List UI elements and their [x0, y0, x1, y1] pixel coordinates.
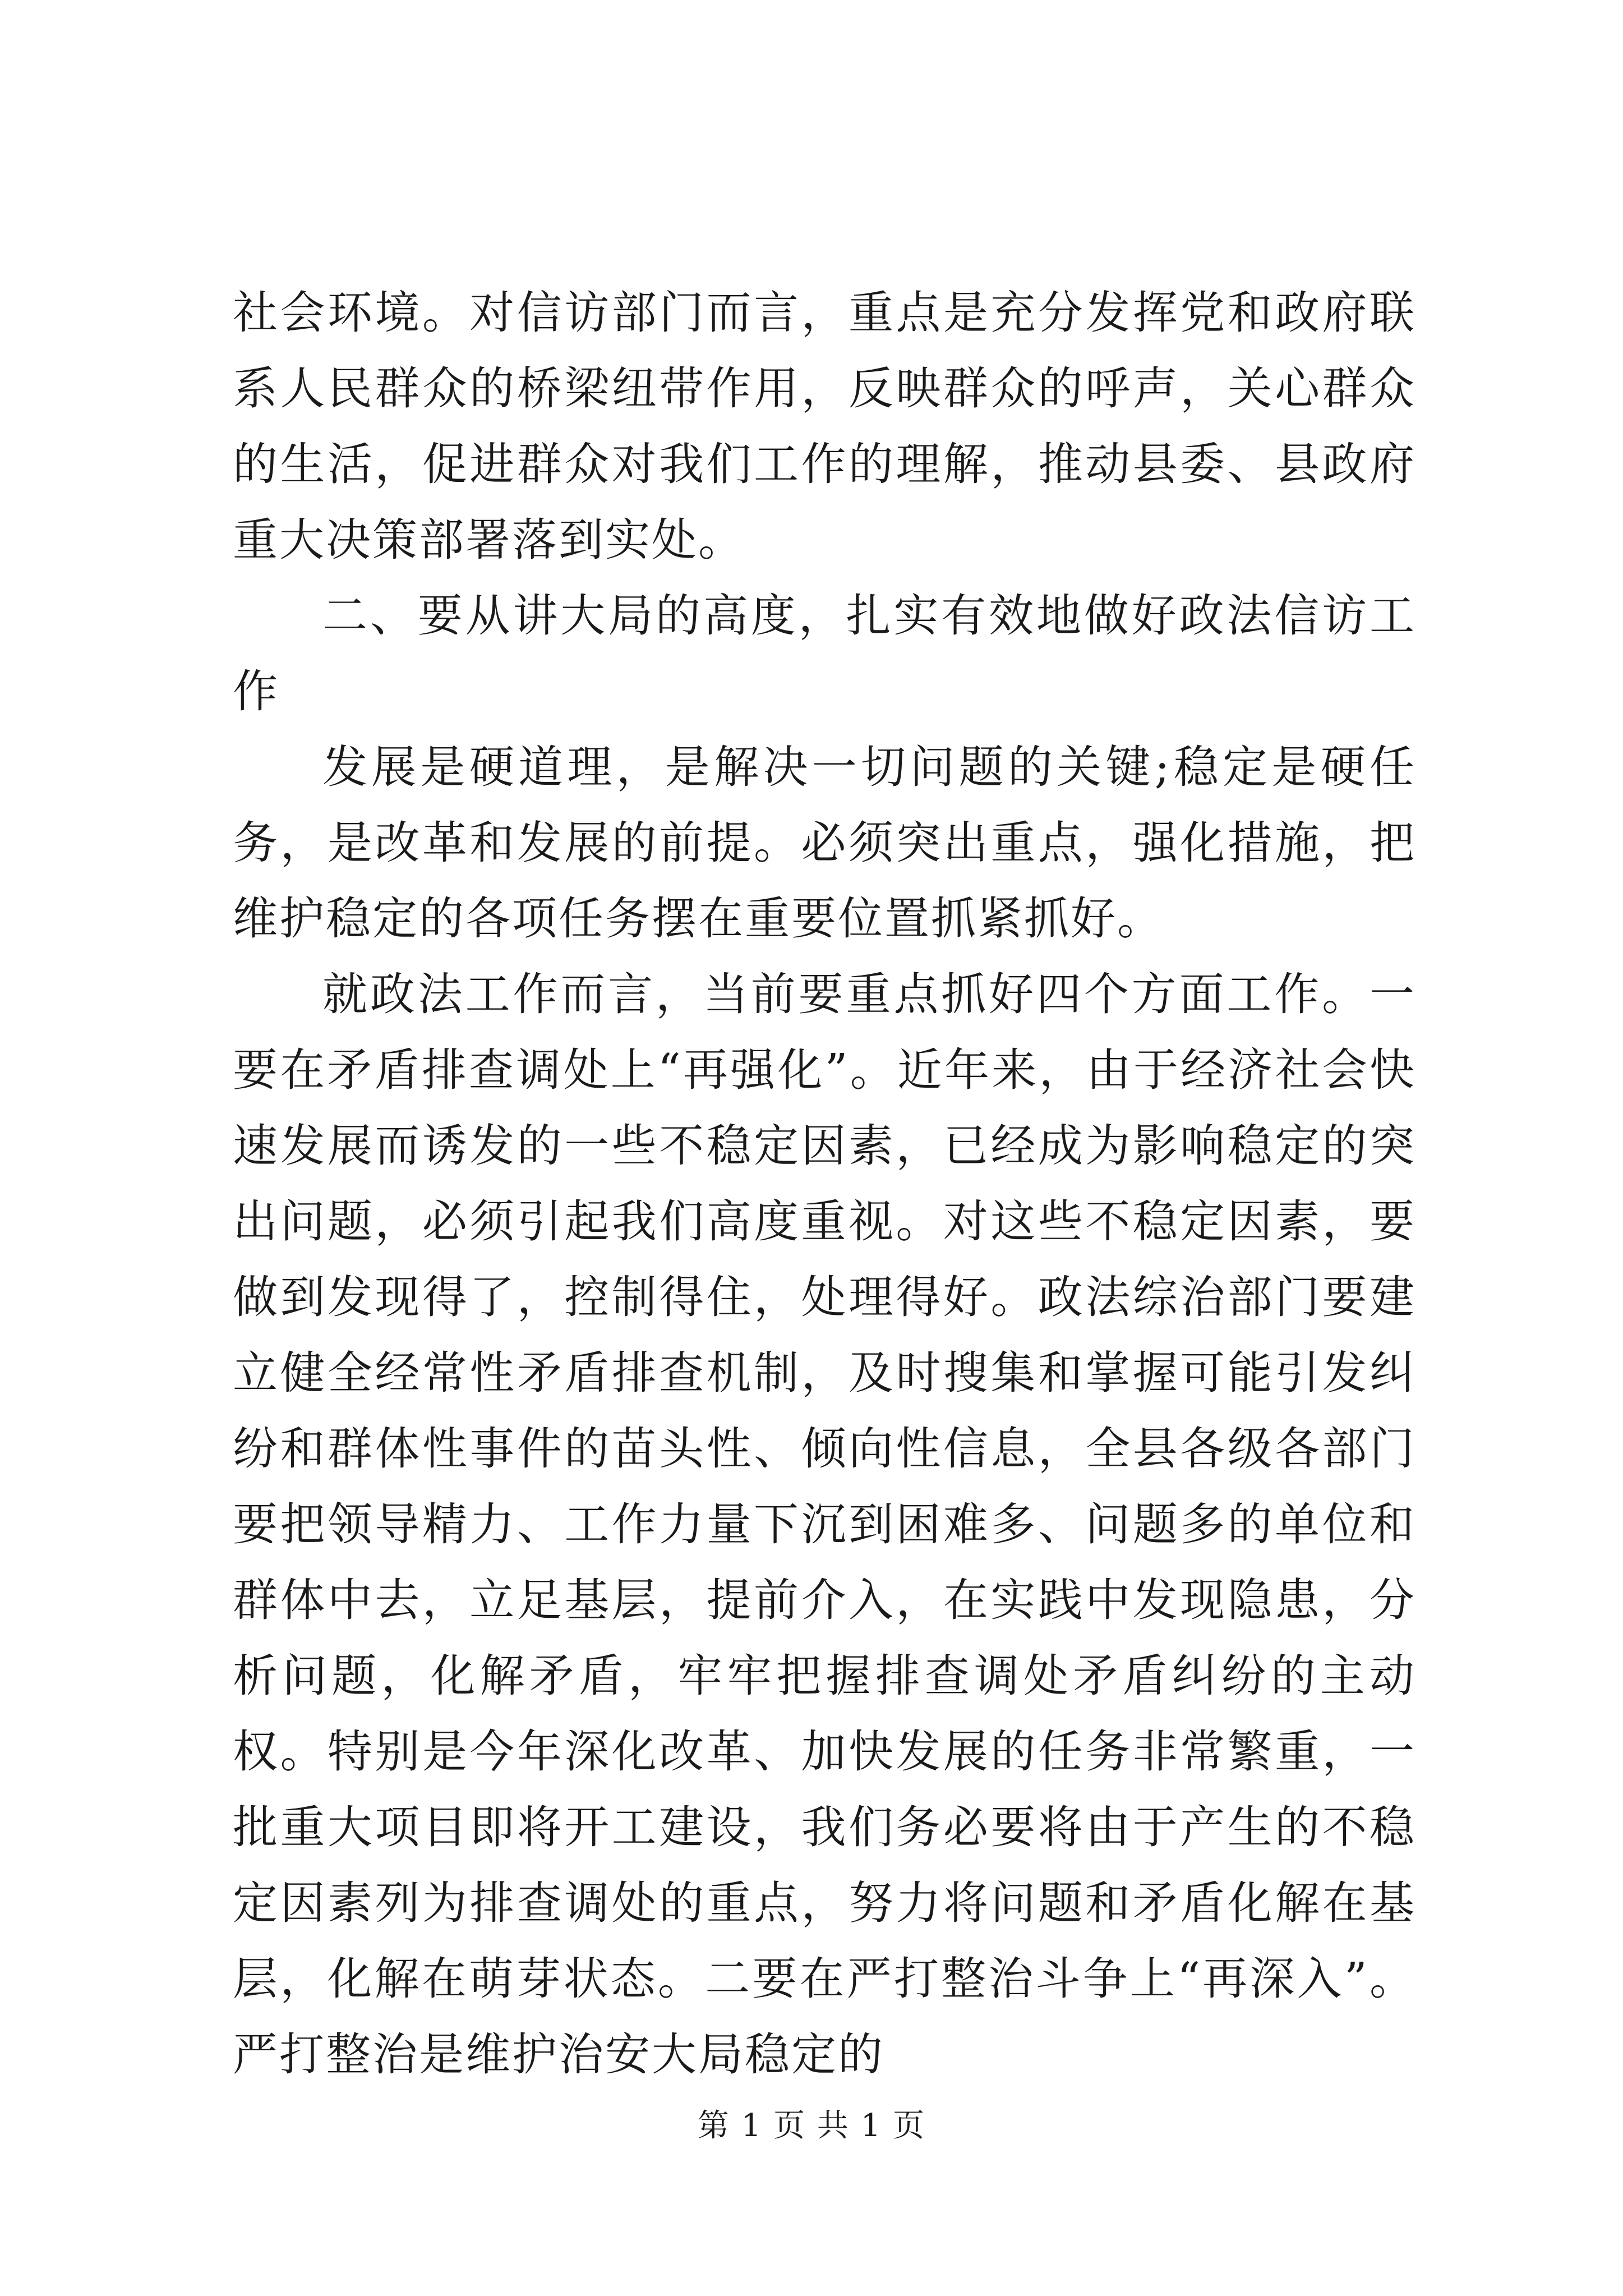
page-footer: 第 1 页 共 1 页: [697, 2108, 926, 2144]
paragraph-social-environment: 社会环境。对信访部门而言，重点是充分发挥党和政府联系人民群众的桥梁纽带作用，反映群众的呼声，关心群众的生活，促进群众对我们工作的理解，推动县委、县政府重大决策部署落到实处。: [233, 287, 1416, 566]
document-body: [233, 275, 1416, 2092]
section-heading-two: 二、要从讲大局的高度，扎实有效地做好政法信访工作: [233, 590, 1416, 717]
paragraph-political-legal-work: 就政法工作而言，当前要重点抓好四个方面工作。一要在矛盾排查调处上“再强化”。近年来，由于经济社会快速发展而诱发的一些不稳定因素，已经成为影响稳定的突出问题，必须引起我们高度重视。对这些不稳定因素，要做到发现得了，控制得住，处理得好。政法综治部门要建立健全经常性矛盾排查机制，及时搜集和掌握可能引发纠纷和群体性事件的苗头性、倾向性信息，全县各级各部门要把领导精力、工作力量下沉到困难多、问题多的单位和群体中去，立足基层，提前介入，在实践中发现隐患，分析问题，化解矛盾，牢牢把握排查调处矛盾纠纷的主动权。特别是今年深化改革、加快发展的任务非常繁重，一批重大项目即将开工建设，我们务必要将由于产生的不稳定因素列为排查调处的重点，努力将问题和矛盾化解在基层，化解在萌芽状态。二要在严打整治斗争上“再深入”。严打整治是维护治安大局稳定的: [233, 968, 1416, 2081]
paragraph-development-stability: 发展是硬道理，是解决一切问题的关键;稳定是硬任务，是改革和发展的前提。必须突出重点，强化措施，把维护稳定的各项任务摆在重要位置抓紧抓好。: [233, 741, 1416, 945]
